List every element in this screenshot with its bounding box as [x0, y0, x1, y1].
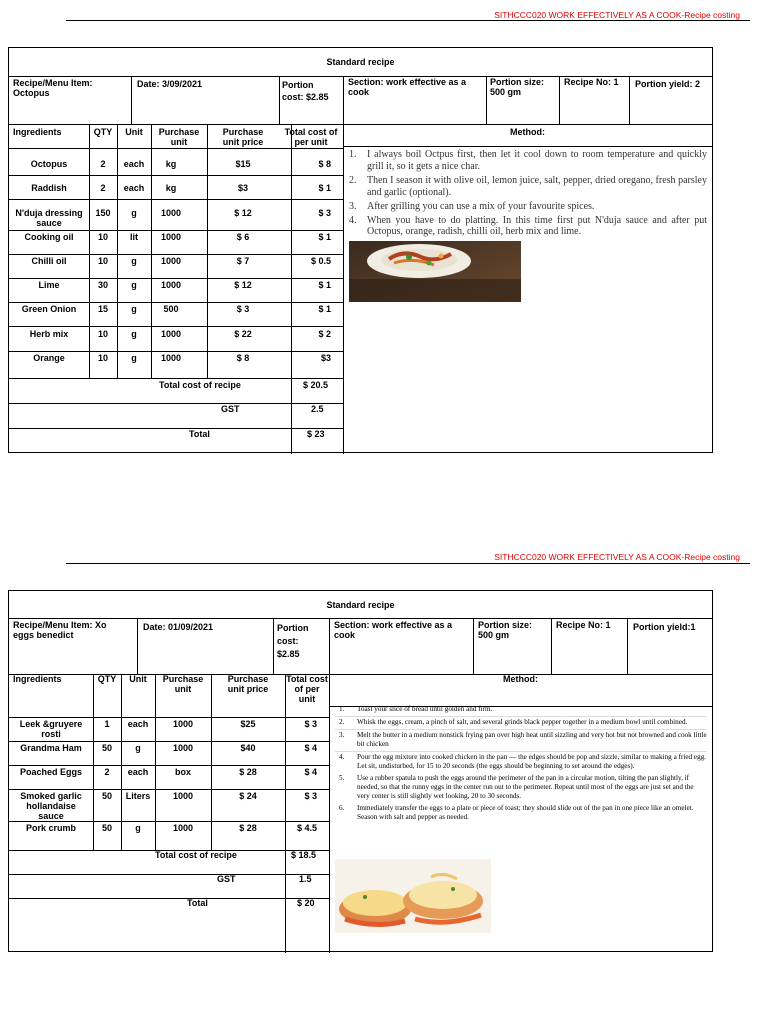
method-step: 2. Then I season it with olive oil, lemon juice, salt, pepper, dried oregano, fresh parsley and garlic (optional).: [349, 175, 707, 198]
portion-cost: Portion cost: $2.85: [282, 80, 329, 102]
method-step: 4. Pour the egg mixture into cooked chicken in the pan — the edges should be pop and sizzle, similar to making a fried egg. Let sit, undisturbed, for 15 to 20 seconds (the eggs should be beginning to set around the edges).: [339, 753, 707, 770]
col-unit: Unit: [125, 127, 143, 137]
ingredient-pu: 1000: [160, 280, 182, 290]
ingredient-name: Octopus: [30, 159, 68, 169]
recipe-card-eggs-benedict: [8, 590, 713, 952]
ingredient-total: $ 4.5: [296, 823, 317, 833]
ingredient-price: $ 22: [234, 329, 252, 339]
method-step: 3. Melt the butter in a medium nonstick frying pan over high heat until sizzling and very hot but not browned and cook little bit chicken: [335, 731, 707, 752]
col-purchase-price: Purchase unit price: [227, 674, 269, 694]
eggs-benedict-photo: [335, 859, 491, 933]
menu-item: Recipe/Menu Item: Octopus: [13, 78, 93, 98]
method-step: 4. When you have to do platting. In this time first put N'duja sauce and after put Octopus, orange, radish, chilli oil, herb mix and lime.: [349, 214, 707, 237]
recipe-date: Date: 3/09/2021: [137, 79, 203, 89]
ingredient-unit: each: [123, 159, 145, 169]
ingredient-total: $ 3: [304, 719, 317, 729]
recipe-card-octopus: [8, 47, 713, 453]
gst-label: GST: [221, 404, 240, 414]
recipe-no: Recipe No: 1: [556, 620, 611, 630]
ingredient-name: Smoked garlic hollandaise sauce: [20, 791, 82, 821]
ingredient-qty: 50: [101, 823, 112, 833]
ingredient-pu: 1000: [172, 719, 194, 729]
portion-yield: Portion yield:1: [633, 622, 696, 632]
ingredient-unit: Liters: [125, 791, 151, 801]
ingredient-pu: 1000: [172, 791, 194, 801]
ingredient-name: Poached Eggs: [19, 767, 82, 777]
ingredient-pu: 1000: [172, 743, 194, 753]
ingredient-pu: kg: [165, 183, 177, 193]
ingredient-pu: 1000: [160, 329, 182, 339]
ingredient-qty: 2: [100, 183, 106, 193]
ingredient-qty: 2: [104, 767, 110, 777]
ingredient-qty: 150: [95, 208, 111, 218]
ingredient-name: Cooking oil: [24, 232, 74, 242]
ingredient-price: $ 28: [239, 767, 257, 777]
ingredient-total: $ 4: [304, 767, 317, 777]
method-steps: [349, 149, 707, 238]
ingredient-qty: 50: [101, 791, 112, 801]
total-cost-value: $ 20.5: [303, 380, 329, 390]
ingredient-pu: kg: [165, 159, 177, 169]
header-rule: [66, 563, 750, 564]
ingredient-name: Lime: [38, 280, 60, 290]
ingredient-total: $ 1: [318, 232, 331, 242]
ingredient-qty: 15: [97, 304, 108, 314]
ingredient-price: $ 28: [239, 823, 257, 833]
ingredient-total: $ 1: [318, 183, 331, 193]
method-step: 6. Immediately transfer the eggs to a plate or piece of toast; they should slide out of the pan in one piece like an omelet. Season with salt and pepper as needed.: [339, 804, 694, 821]
ingredient-pu: 1000: [160, 208, 182, 218]
ingredient-price: $ 7: [236, 256, 250, 266]
ingredient-name: Chilli oil: [31, 256, 67, 266]
ingredient-price: $ 8: [236, 353, 250, 363]
gst-label: GST: [217, 874, 236, 884]
ingredient-total: $ 1: [318, 304, 331, 314]
ingredient-name: Green Onion: [21, 304, 77, 314]
menu-item: Recipe/Menu Item: Xo eggs benedict: [13, 620, 107, 640]
method-steps: [335, 705, 707, 822]
ingredient-total: $3: [320, 353, 331, 363]
col-unit: Unit: [129, 674, 147, 684]
col-ingredients: Ingredients: [13, 674, 62, 684]
total-cost-label: Total cost of recipe: [159, 380, 241, 390]
ingredient-qty: 2: [100, 159, 106, 169]
ingredient-qty: 30: [97, 280, 108, 290]
total-cost-label: Total cost of recipe: [155, 850, 237, 860]
header-title: SITHCCC020 WORK EFFECTIVELY AS A COOK-Recipe costing: [494, 10, 740, 20]
ingredient-price: $25: [240, 719, 256, 729]
method-step: 1. I always boil Octpus first, then let it cool down to room temperature and quickly grill it, so it gets a nice char.: [349, 149, 707, 172]
ingredient-name: Grandma Ham: [20, 743, 82, 753]
ingredient-total: $ 2: [318, 329, 331, 339]
portion-size: Portion size: 500 gm: [478, 620, 533, 640]
ingredient-price: $40: [240, 743, 256, 753]
ingredient-total: $ 3: [304, 791, 317, 801]
ingredient-unit: each: [123, 183, 145, 193]
ingredient-pu: 1000: [160, 232, 182, 242]
ingredient-qty: 50: [101, 743, 112, 753]
ingredient-price: $3: [237, 183, 248, 193]
ingredient-name: N'duja dressing sauce: [15, 208, 83, 228]
portion-size: Portion size: 500 gm: [490, 77, 545, 97]
ingredient-name: Pork crumb: [25, 823, 76, 833]
col-qty: QTY: [93, 127, 113, 137]
gst-value: 1.5: [299, 874, 312, 884]
recipe-no: Recipe No: 1: [564, 77, 619, 87]
ingredient-price: $ 24: [239, 791, 257, 801]
ingredient-price: $ 12: [234, 208, 252, 218]
octopus-dish-photo: [349, 241, 521, 302]
ingredient-unit: g: [135, 823, 141, 833]
ingredient-qty: 10: [97, 329, 108, 339]
ingredient-unit: g: [131, 329, 137, 339]
ingredient-unit: each: [127, 767, 149, 777]
card-title: Standard recipe: [326, 57, 395, 67]
col-ingredients: Ingredients: [13, 127, 62, 137]
ingredient-total: $ 4: [304, 743, 317, 753]
ingredient-total: $ 0.5: [310, 256, 331, 266]
recipe-date: Date: 01/09/2021: [143, 622, 214, 632]
ingredient-qty: 10: [97, 256, 108, 266]
section: Section: work effective as a cook: [348, 77, 467, 97]
header-rule: [66, 20, 750, 21]
method-step: 2. Whisk the eggs, cream, a pinch of salt, and several grinds black pepper together in a medium bowl until combined.: [335, 718, 707, 730]
col-purchase-unit: Purchase unit: [162, 674, 204, 694]
ingredient-total: $ 3: [318, 208, 331, 218]
ingredient-total: $ 8: [318, 159, 331, 169]
ingredient-unit: g: [131, 256, 137, 266]
ingredient-qty: 1: [104, 719, 110, 729]
ingredient-pu: 500: [163, 304, 179, 314]
portion-yield: Portion yield: 2: [635, 79, 701, 89]
ingredient-pu: 1000: [160, 256, 182, 266]
ingredient-name: Herb mix: [29, 329, 69, 339]
method-step: 5. Use a rubber spatula to push the eggs around the perimeter of the pan in a circular motion, tilting the pan slightly, if needed, so that the runny eggs in the center run out to the perimeter. Repeat until most of the eggs are just set and the very center is still slightly wet looking, 20 to 30 seconds.: [339, 774, 694, 800]
ingredient-unit: g: [131, 353, 137, 363]
section: Section: work effective as a cook: [334, 620, 453, 640]
col-total-cost: Total cost of per unit: [284, 127, 338, 147]
grand-total-label: Total: [189, 429, 210, 439]
ingredient-price: $ 12: [234, 280, 252, 290]
ingredient-price: $15: [235, 159, 251, 169]
ingredient-unit: g: [131, 304, 137, 314]
total-cost-value: $ 18.5: [291, 850, 317, 860]
ingredient-pu: box: [174, 767, 191, 777]
method-step: 3. After grilling you can use a mix of your favourite spices.: [349, 201, 595, 212]
col-total-cost: Total cost of per unit: [286, 674, 328, 704]
ingredient-name: Raddish: [31, 183, 67, 193]
ingredient-name: Leek &gruyere rosti: [19, 719, 83, 739]
ingredient-unit: g: [135, 743, 141, 753]
ingredient-price: $ 3: [236, 304, 250, 314]
col-purchase-unit: Purchase unit: [158, 127, 200, 147]
ingredient-pu: 1000: [160, 353, 182, 363]
ingredient-total: $ 1: [318, 280, 331, 290]
grand-total-label: Total: [187, 898, 208, 908]
grand-total-value: $ 20: [297, 898, 315, 908]
ingredient-qty: 10: [97, 353, 108, 363]
ingredient-unit: each: [127, 719, 149, 729]
method-label: Method:: [510, 127, 545, 137]
col-qty: QTY: [97, 674, 117, 684]
ingredient-unit: g: [131, 280, 137, 290]
header-title: SITHCCC020 WORK EFFECTIVELY AS A COOK-Recipe costing: [494, 552, 740, 562]
grand-total-value: $ 23: [307, 429, 325, 439]
method-label: Method:: [503, 674, 538, 684]
ingredient-pu: 1000: [172, 823, 194, 833]
ingredient-price: $ 6: [236, 232, 250, 242]
gst-value: 2.5: [311, 404, 324, 414]
card-title: Standard recipe: [326, 600, 395, 610]
ingredient-qty: 10: [97, 232, 108, 242]
ingredient-unit: lit: [130, 232, 138, 242]
method-step: 1. Toast your slice of bread until golden and firm.: [335, 705, 707, 717]
ingredient-name: Orange: [33, 353, 65, 363]
ingredient-unit: g: [131, 208, 137, 218]
col-purchase-price: Purchase unit price: [222, 127, 264, 147]
portion-cost: Portion cost: $2.85: [277, 623, 309, 659]
